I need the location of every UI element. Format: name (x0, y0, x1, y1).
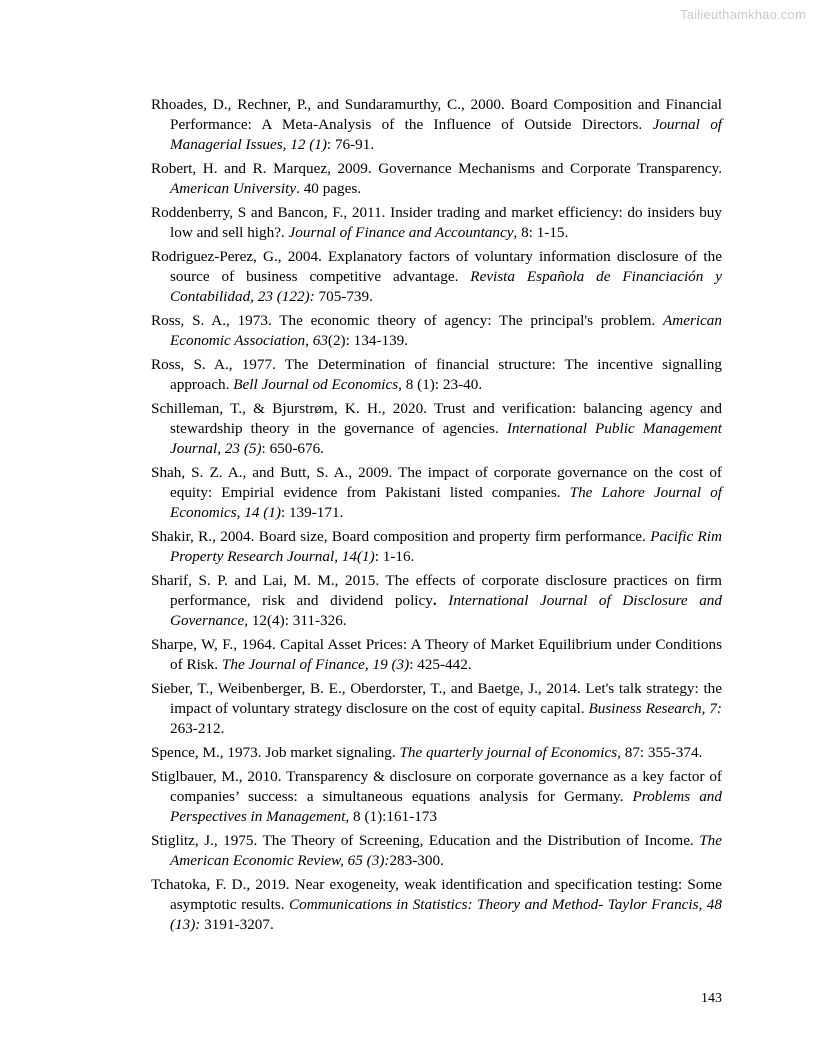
reference-text-segment: Stiglitz, J., 1975. The Theory of Screening, Education and the Distribution of Income. (151, 832, 700, 849)
reference-italic-segment: Journal of Finance and Accountancy (288, 224, 514, 241)
reference-entry (151, 875, 722, 935)
reference-text-segment: Ross, S. A., 1973. The economic theory of agency: The principal's problem. (151, 312, 663, 329)
reference-text-segment: : 76-91. (326, 136, 375, 153)
reference-italic-segment: Problems and Perspectives in Management, (170, 788, 722, 825)
reference-text-segment: Shakir, R., 2004. Board size, Board composition and property firm performance. (151, 528, 651, 545)
reference-text-segment: Stiglbauer, M., 2010. Transparency & disclosure on corporate governance as a key factor of companies’ success: a simultaneous equations analysis for Germany. (151, 768, 722, 805)
reference-italic-segment: Communications in Statistics: Theory and Method- Taylor Francis, 48 (13): (170, 896, 722, 933)
reference-list (151, 95, 722, 939)
reference-text-segment: 12(4): 311-326. (248, 612, 347, 629)
reference-text-segment: : 650-676. (261, 440, 324, 457)
reference-text-segment: 705-739. (314, 288, 373, 305)
reference-entry (151, 635, 722, 675)
reference-entry (151, 247, 722, 307)
reference-text-segment: 283-300. (389, 852, 444, 869)
reference-italic-segment: The quarterly journal of Economics, (399, 744, 621, 761)
reference-entry (151, 355, 722, 395)
reference-text-segment: Shah, S. Z. A., and Butt, S. A., 2009. The impact of corporate governance on the cost of equity: Empirial evidence from Pakistani listed companies. (151, 464, 722, 501)
reference-italic-segment: International Journal of Disclosure and Governance, (170, 592, 722, 629)
reference-text-segment: Sharif, S. P. and Lai, M. M., 2015. The effects of corporate disclosure practices on firm performance, risk and dividend policy (151, 572, 722, 609)
reference-italic-segment: The American Economic Review, 65 (3): (170, 832, 722, 869)
reference-italic-segment: The Lahore Journal of Economics, 14 (1) (170, 484, 722, 521)
reference-italic-segment: 63 (312, 332, 328, 349)
reference-entry (151, 463, 722, 523)
reference-text-segment: Robert, H. and R. Marquez, 2009. Governance Mechanisms and Corporate Transparency. (151, 160, 722, 177)
reference-italic-segment: Business Research, 7: (588, 700, 722, 717)
reference-italic-segment: Pacific Rim Property Research Journal, 14(1) (170, 528, 722, 565)
reference-text-segment: . (432, 592, 437, 609)
reference-entry (151, 767, 722, 827)
reference-entry (151, 203, 722, 243)
reference-text-segment: , 8: 1-15. (513, 224, 569, 241)
reference-text-segment: Tchatoka, F. D., 2019. Near exogeneity, weak identification and specification testing: Some asymptotic results. (151, 876, 722, 913)
reference-text-segment: 3191-3207. (200, 916, 274, 933)
reference-italic-segment: American Economic Association (170, 312, 722, 349)
reference-entry (151, 679, 722, 739)
reference-text-segment: Ross, S. A., 1977. The Determination of financial structure: The incentive signalling approach. (151, 356, 722, 393)
reference-entry (151, 527, 722, 567)
reference-text-segment: 8 (1):161-173 (349, 808, 437, 825)
reference-entry (151, 831, 722, 871)
reference-text-segment: . 40 pages. (296, 180, 362, 197)
watermark: Tailieuthamkhao.com (680, 7, 806, 22)
reference-entry (151, 159, 722, 199)
reference-entry (151, 743, 722, 763)
reference-text-segment: Sharpe, W, F., 1964. Capital Asset Prices: A Theory of Market Equilibrium under Conditions of Risk. (151, 636, 722, 673)
reference-entry (151, 95, 722, 155)
page-number: 143 (701, 991, 722, 1006)
reference-text-segment: : 1-16. (374, 548, 415, 565)
reference-text-segment: , 8 (1): 23-40. (398, 376, 483, 393)
reference-text-segment: Sieber, T., Weibenberger, B. E., Oberdorster, T., and Baetge, J., 2014. Let's talk strategy: the impact of voluntary strategy disclosure on the cost of equity capital. (151, 680, 722, 717)
reference-text-segment: Rodriguez-Perez, G., 2004. Explanatory factors of voluntary information disclosure of the source of business competitive advantage. (151, 248, 722, 285)
reference-italic-segment: Revista Española de Financiación y Contabilidad, 23 (122): (170, 268, 723, 305)
reference-text-segment: Schilleman, T., & Bjurstrøm, K. H., 2020. Trust and verification: balancing agency and stewardship theory in the governance of agencies. (151, 400, 722, 437)
reference-italic-segment: Bell Journal od Economics (233, 376, 399, 393)
reference-text-segment: Rhoades, D., Rechner, P., and Sundaramurthy, C., 2000. Board Composition and Financial Performance: A Meta-Analysis of the Influence of Outside Directors. (151, 96, 722, 133)
reference-text-segment: Roddenberry, S and Bancon, F., 2011. Insider trading and market efficiency: do insiders buy low and sell high?. (151, 204, 722, 241)
reference-entry (151, 571, 722, 631)
reference-italic-segment: The Journal of Finance, 19 (3) (221, 656, 410, 673)
reference-italic-segment: Journal of Managerial Issues, 12 (1) (170, 116, 723, 153)
reference-text-segment (437, 592, 449, 609)
reference-text-segment: , (305, 332, 313, 349)
reference-italic-segment: International Public Management Journal, 23 (5) (170, 420, 723, 457)
reference-entry (151, 311, 722, 351)
reference-text-segment: (2): 134-139. (327, 332, 409, 349)
reference-italic-segment: American University (170, 180, 297, 197)
reference-text-segment: : 139-171. (280, 504, 344, 521)
reference-text-segment: 87: 355-374. (620, 744, 703, 761)
reference-text-segment: Spence, M., 1973. Job market signaling. (151, 744, 400, 761)
reference-text-segment: 263-212. (170, 720, 225, 737)
reference-text-segment: : 425-442. (409, 656, 472, 673)
reference-entry (151, 399, 722, 459)
